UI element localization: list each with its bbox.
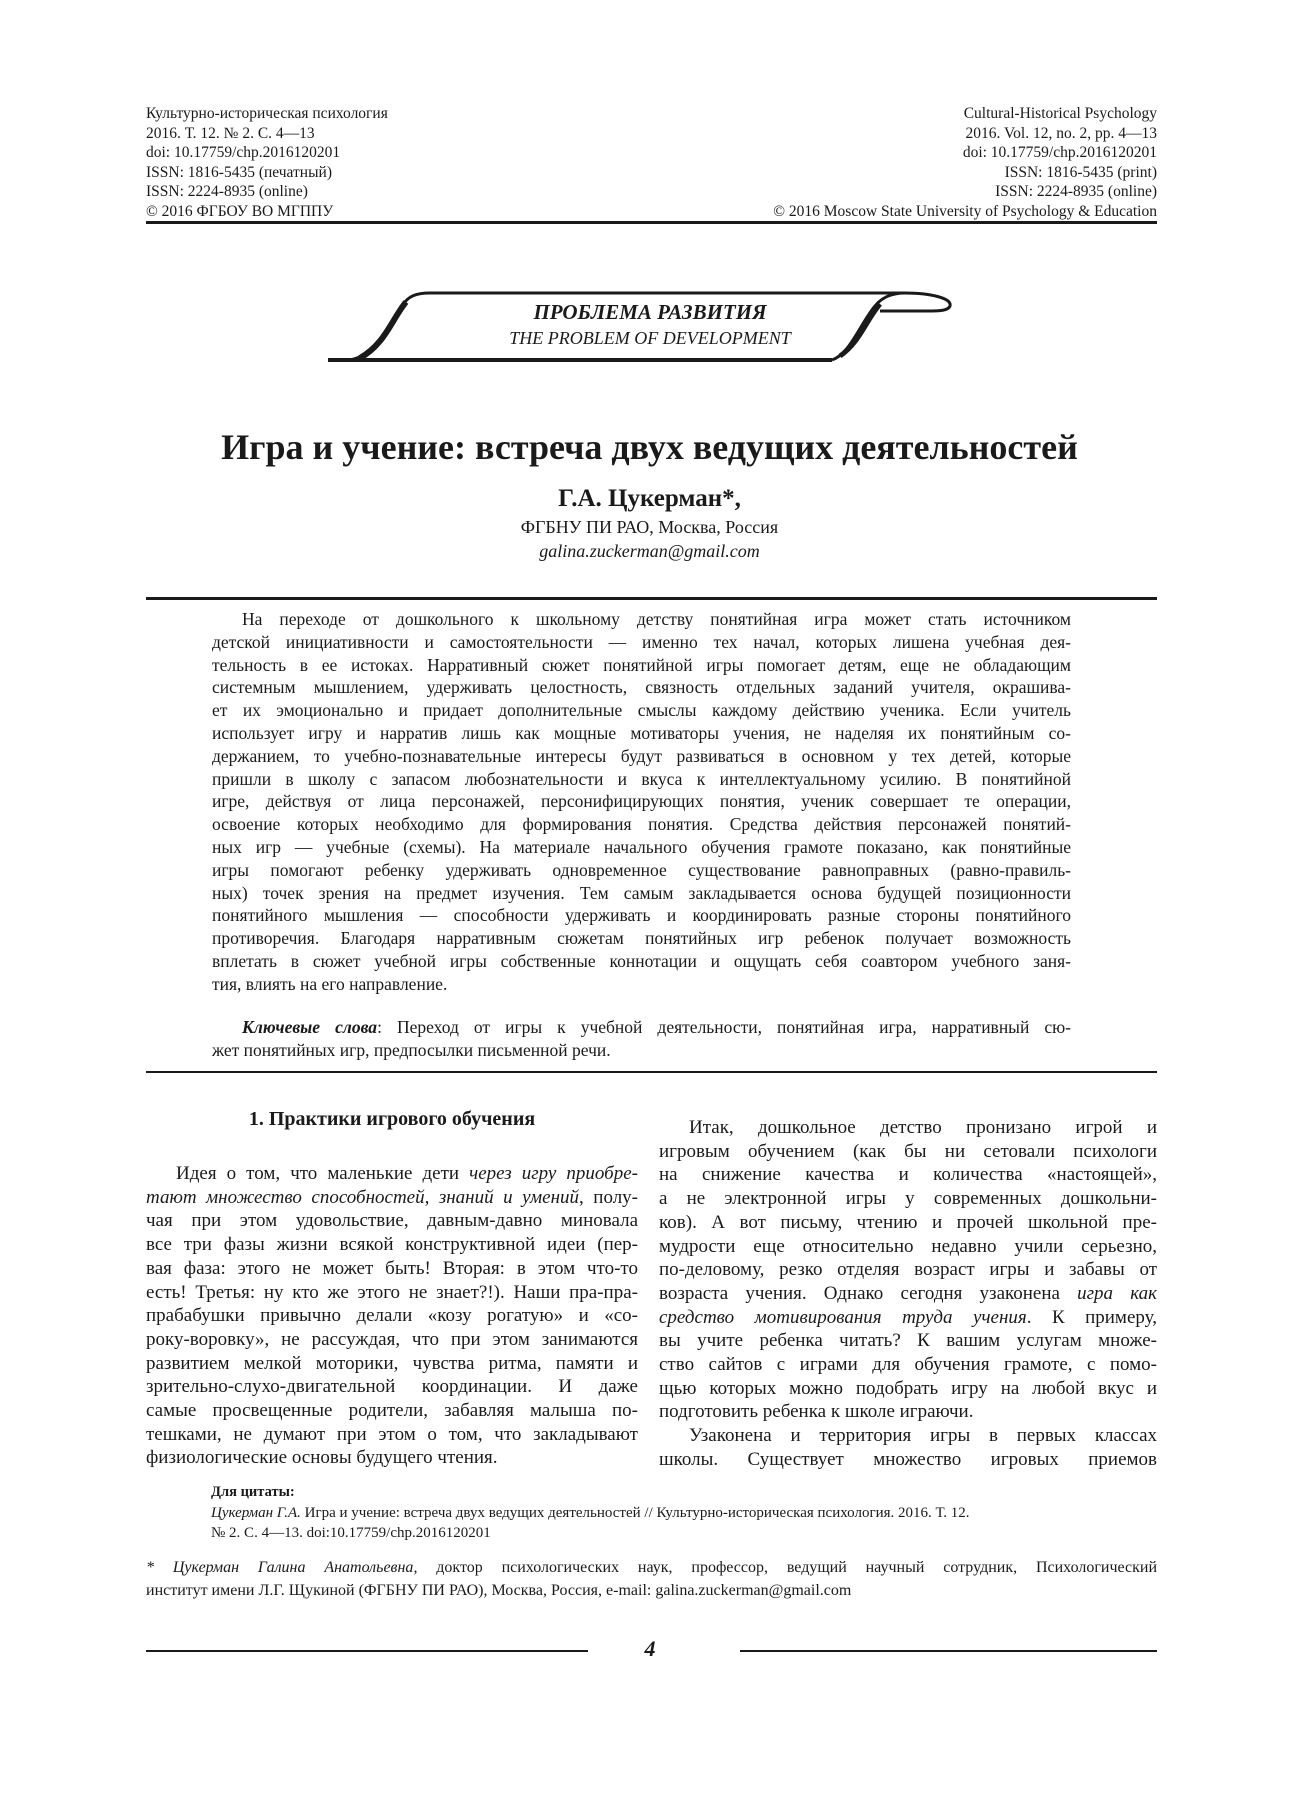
body-text-italic: тают множество способностей, знаний и умений bbox=[146, 1186, 580, 1208]
body-line: ство сайтов с играми для обучения грамоте, с помо- bbox=[659, 1354, 1157, 1376]
abstract-line: вплетать в сюжет учебной игры собственные коннотации и ощущать себя соавтором учебного заня- bbox=[212, 950, 1071, 971]
body-text-italic: через игру приобре- bbox=[469, 1163, 638, 1184]
abstract-line: системным мышлением, удерживать целостность, связность отдельных заданий учителя, окрашива- bbox=[212, 677, 1071, 698]
abstract-line: использует игру и нарратив лишь как мощные мотиваторы учения, не наделяя их понятийным со- bbox=[212, 722, 1071, 743]
header-line: ISSN: 1816-5435 (print) bbox=[1004, 163, 1157, 181]
header-line: 2016. Vol. 12, no. 2, pp. 4—13 bbox=[965, 124, 1157, 142]
header-line: Культурно-историческая психология bbox=[146, 105, 388, 122]
keywords-text: : Переход от игры к учебной деятельности, понятийная игра, нарративный сю- bbox=[377, 1017, 1072, 1037]
abstract-line: тия, влиять на его направление. bbox=[212, 973, 448, 994]
body-line: ков). А вот письму, чтению и прочей школьной пре- bbox=[659, 1211, 1157, 1233]
abstract-line: освоение которых необходимо для формирования понятия. Средства действия персонажей понятий- bbox=[212, 814, 1071, 835]
citation-author: Цукерман Г.А. bbox=[211, 1505, 301, 1521]
body-line: Итак, дошкольное детство пронизано игрой и bbox=[689, 1117, 1157, 1138]
body-line bbox=[659, 1282, 1157, 1306]
body-text: . К примеру, bbox=[1026, 1306, 1157, 1328]
abstract-line: ных игр — учебные (схемы). На материале начального обучения грамоте показано, как понятийные bbox=[212, 836, 1071, 857]
header-line: © 2016 Moscow State University of Psychology & Education bbox=[773, 202, 1157, 220]
abstract-line: На переходе от дошкольного к школьному детству понятийная игра может стать источником bbox=[242, 609, 1071, 629]
body-line: есть! Третья: ну кто же этого не знает?!). Наши пра-пра- bbox=[146, 1281, 638, 1303]
body-line: по-деловому, резко отделяя возраст игры и забавы от bbox=[659, 1259, 1157, 1281]
footnote-text: , доктор психологических наук, профессор, ведущий научный сотрудник, Психологический bbox=[413, 1559, 1158, 1576]
footer-rule-left bbox=[146, 1650, 588, 1652]
body-line: тешками, не думают при этом о том, что закладывают bbox=[146, 1423, 638, 1445]
section-heading: 1. Практики игрового обучения bbox=[248, 1108, 536, 1130]
body-line: физиологические основы будущего чтения. bbox=[146, 1447, 498, 1469]
body-line: вы учите ребенка читать? К вашим услугам множе- bbox=[659, 1330, 1157, 1352]
journal-header-ru bbox=[146, 104, 388, 221]
body-line: прабабушки привычно делали «козу рогатую» и «со- bbox=[146, 1305, 638, 1327]
abstract-line: тельность в ее истоках. Нарративный сюжет понятийной игры помогает детям, еще не обладающим bbox=[212, 654, 1071, 675]
body-line: подготовить ребенка к школе играючи. bbox=[659, 1401, 974, 1423]
body-line: а не электронной игры у современных дошкольни- bbox=[659, 1188, 1157, 1210]
abstract bbox=[212, 608, 1071, 996]
abstract-line: держанием, то учебно-познавательные интересы будут развиваться в основном у тех детей, которые bbox=[212, 745, 1071, 766]
body-line: все три фазы жизни всякой конструктивной идеи (пер- bbox=[146, 1234, 638, 1256]
citation-text: Игра и учение: встреча двух ведущих деятельностей // Культурно-историческая психология. 2016. Т. 12. bbox=[300, 1505, 970, 1521]
body-line: року-воровку», не рассуждая, что при этом занимаются bbox=[146, 1328, 638, 1350]
body-line: Узаконена и территория игры в первых классах bbox=[689, 1425, 1157, 1447]
author-affiliation: ФГБНУ ПИ РАО, Москва, Россия bbox=[520, 517, 779, 537]
body-line: на снижение качества и количества «настоящей», bbox=[659, 1164, 1157, 1186]
citation-label: Для цитаты: bbox=[211, 1484, 295, 1500]
header-line: doi: 10.17759/chp.2016120201 bbox=[962, 144, 1157, 161]
citation-text: № 2. С. 4—13. doi:10.17759/chp.2016120201 bbox=[211, 1524, 491, 1541]
abstract-line: детской инициативности и самостоятельности — именно тех начал, которых лишена учебная дея- bbox=[212, 631, 1071, 652]
abstract-line: игры помогают ребенку удерживать одновременное существование равноправных (равно-правиль- bbox=[212, 859, 1071, 880]
keywords bbox=[212, 1016, 1071, 1062]
banner-title-en: THE PROBLEM OF DEVELOPMENT bbox=[509, 328, 791, 348]
header-line: ISSN: 2224-8935 (online) bbox=[146, 183, 308, 200]
body-line: вая фаза: этого не может быть! Вторая: в этом что-то bbox=[146, 1257, 638, 1279]
body-line: игровым обучением (как бы ни сетовали психологи bbox=[659, 1140, 1157, 1162]
header-line: Cultural-Historical Psychology bbox=[963, 105, 1157, 122]
body-text: Идея о том, что маленькие дети bbox=[176, 1163, 470, 1184]
section-banner-scroll bbox=[320, 284, 970, 369]
header-rule bbox=[146, 221, 1157, 224]
body-text-italic: игра как bbox=[1077, 1282, 1157, 1304]
keywords-label: Ключевые слова bbox=[242, 1017, 378, 1037]
footnote-author-name: * Цукерман Галина Анатольевна bbox=[146, 1559, 414, 1576]
footnote-text: институт имени Л.Г. Щукиной (ФГБНУ ПИ РАО), Москва, Россия, e-mail: galina.zuckerman@gmail.com bbox=[146, 1582, 852, 1599]
article-author: Г.А. Цукерман*, bbox=[558, 485, 741, 512]
article-title: Игра и учение: встреча двух ведущих деятельностей bbox=[221, 427, 1078, 467]
abstract-bottom-rule bbox=[146, 1071, 1157, 1073]
body-line: мудрости еще относительно недавно учили серьезно, bbox=[659, 1235, 1157, 1257]
left-column bbox=[146, 1162, 638, 1470]
header-line: ISSN: 1816-5435 (печатный) bbox=[146, 163, 332, 181]
abstract-line: пришли в школу с запасом любознательности и вкуса к интеллектуальному усилию. В понятийной bbox=[212, 768, 1071, 789]
header-line: 2016. Т. 12. № 2. С. 4—13 bbox=[146, 124, 315, 142]
body-line: щью которых можно подобрать игру на любой вкус и bbox=[659, 1377, 1157, 1399]
body-line: чая при этом удовольствие, давным-давно миновала bbox=[146, 1210, 638, 1232]
body-text-italic: средство мотивирования труда учения bbox=[659, 1306, 1027, 1328]
abstract-line: понятийного мышления — способности удерживать и координировать разные стороны понятийного bbox=[212, 905, 1071, 926]
body-line: самые просвещенные родители, забавляя малыша по- bbox=[146, 1400, 638, 1422]
author-email: galina.zuckerman@gmail.com bbox=[539, 541, 760, 561]
header-line: doi: 10.17759/chp.2016120201 bbox=[146, 144, 341, 161]
banner-title-ru: ПРОБЛЕМА РАЗВИТИЯ bbox=[533, 300, 767, 324]
abstract-line: ет их эмоционально и придает дополнительные смыслы каждому действию ученика. Если учитель bbox=[212, 700, 1071, 721]
footer-rule-right bbox=[740, 1650, 1157, 1652]
abstract-line: противоречия. Благодаря нарративным сюжетам понятийных игр ребенок получает возможность bbox=[212, 928, 1071, 949]
body-line: школы. Существует множество игровых приемов bbox=[659, 1448, 1157, 1470]
author-footnote bbox=[146, 1556, 1157, 1602]
body-text: , полу- bbox=[579, 1186, 638, 1208]
abstract-line: ных) точек зрения на предмет изучения. Тем самым закладывается основа будущей позиционности bbox=[212, 882, 1071, 903]
right-column bbox=[659, 1116, 1157, 1472]
body-line: зрительно-слухо-двигательной координации. И даже bbox=[146, 1376, 638, 1398]
journal-header-en bbox=[773, 104, 1157, 221]
abstract-top-rule bbox=[146, 597, 1157, 600]
header-line: ISSN: 2224-8935 (online) bbox=[995, 183, 1157, 200]
page-number: 4 bbox=[644, 1636, 656, 1661]
body-line bbox=[659, 1306, 1157, 1330]
header-line: © 2016 ФГБОУ ВО МГППУ bbox=[146, 202, 334, 220]
citation bbox=[211, 1504, 969, 1543]
body-text: возраста учения. Однако сегодня узаконена bbox=[659, 1282, 1078, 1304]
abstract-line: игре, действуя от лица персонажей, персонифицирующих понятия, ученик совершает те операции, bbox=[212, 791, 1071, 812]
body-line: развитием мелкой моторики, чувства ритма, памяти и bbox=[146, 1352, 638, 1374]
keywords-text: жет понятийных игр, предпосылки письменной речи. bbox=[212, 1039, 611, 1060]
